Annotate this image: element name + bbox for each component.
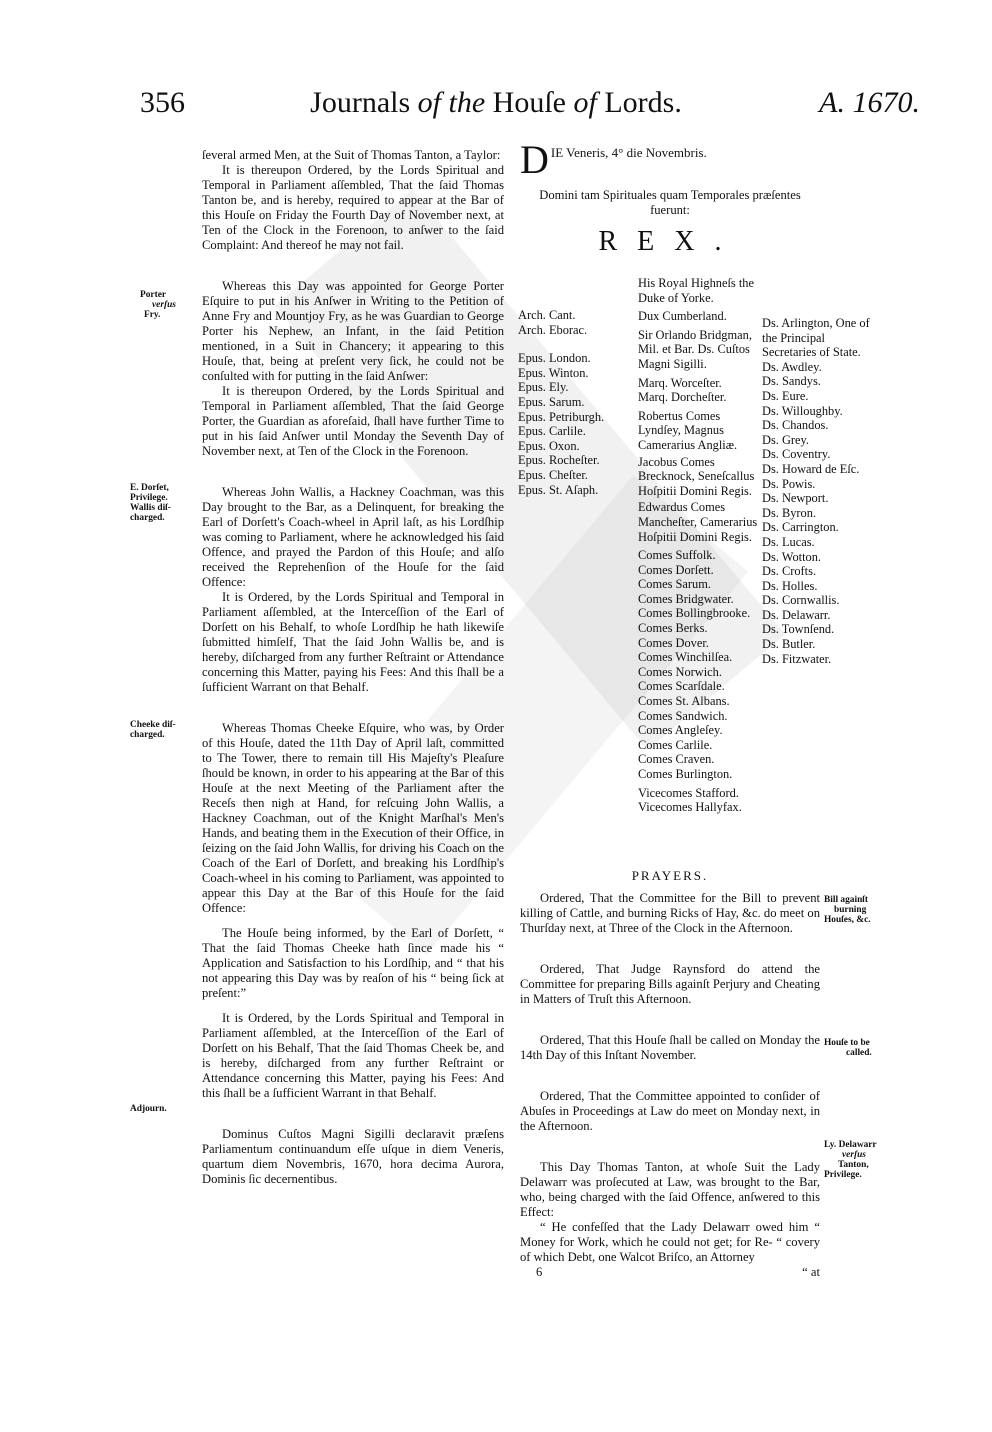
- margin-note-house: Houſe to be called.: [824, 1038, 872, 1058]
- signature-mark: 6: [536, 1265, 543, 1279]
- list-item: Comes Sandwich.: [638, 708, 728, 723]
- list-item: Ds. Willoughby.: [762, 403, 843, 418]
- list-item: Comes Dover.: [638, 635, 709, 650]
- list-item: Comes Carlile.: [638, 737, 713, 752]
- list-item: Arch. Eborac.: [518, 322, 588, 337]
- margin-note-dorset: E. Dorſet, Privilege. Wallis diſ- charged.: [130, 483, 171, 523]
- list-item: Comes Bridgwater.: [638, 591, 734, 606]
- paragraph: Ordered, That the Committee appointed to conſider of Abuſes in Proceedings at Law do meet on Monday next, in the Afternoon.: [520, 1089, 820, 1133]
- list-item: Comes Sarum.: [638, 577, 711, 592]
- list-item: Comes Dorſett.: [638, 562, 714, 577]
- list-item: Ds. Newport.: [762, 491, 829, 506]
- list-item: Marq. Dorcheſter.: [638, 390, 727, 405]
- list-item: Epus. Carlile.: [518, 424, 586, 439]
- paragraph: Ordered, That the Committee for the Bill to prevent killing of Cattle, and burning Ricks of Hay, &c. do meet on Thurſday next, at Three of the Clock in the Afternoon.: [520, 891, 820, 935]
- paragraph: The Houſe being informed, by the Earl of Dorſett, “ That the ſaid Thomas Cheeke hath ſince made his “ Application and Satisfaction to his Lordſhip, and “ that his not appearing this Day was by reaſon of his “ being ſick at preſent:”: [202, 926, 504, 1000]
- list-spacer: [518, 337, 604, 351]
- right-column-orders: [520, 868, 820, 1281]
- catchword: “ at: [802, 1265, 820, 1279]
- list-item: His Royal Highneſs the Duke of Yorke.: [638, 276, 754, 305]
- list-item: Epus. Oxon.: [518, 438, 580, 453]
- list-item: Ds. Carrington.: [762, 520, 839, 535]
- paragraph: This Day Thomas Tanton, at whoſe Suit the Lady Delawarr was proſecuted at Law, was brought to the Bar, who, being charged with the ſaid Offence, anſwered to this Effect:: [520, 1160, 820, 1219]
- list-item: Ds. Delawarr.: [762, 607, 831, 622]
- paragraph: Whereas this Day was appointed for George Porter Eſquire to put in his Anſwer in Writing to the Petition of Anne Fry and Mountjoy Fry, as he was Guardian to George Porter his Nephew, an Infant, in the ſaid Petition mentioned, in a Suit in Chancery; it appearing to this Houſe, that, being at preſent very ſick, he could not be conſulted with for putting in the ſaid Anſwer:: [202, 279, 504, 383]
- list-item: Ds. Butler.: [762, 637, 816, 652]
- list-item: Vicecomes Hallyfax.: [638, 800, 742, 815]
- session-date: DIE Veneris, 4° die Novembris.: [520, 137, 707, 182]
- bishops-list: [518, 308, 604, 497]
- paragraph: It is Ordered, by the Lords Spiritual and Temporal in Parliament aſſembled, at the Interceſſion of the Earl of Dorſett on his Behalf, That the ſaid Thomas Cheek be, and is hereby, diſcharged from any further Reſtraint or Attendance concerning this Matter, paying his Fees: And this ſhall be a ſufficient Warrant in that Behalf.: [202, 1011, 504, 1100]
- right-column-head: [520, 137, 820, 295]
- paragraph: “ He confeſſed that the Lady Delawarr owed him “ Money for Work, which he could not get; for Re- “ covery of which Debt, one Walcot Briſco, an Attorney: [520, 1220, 820, 1264]
- margin-note-porter: Porter verſus Fry.: [140, 290, 176, 320]
- list-item: Jacobus Comes Brecknock, Seneſcallus Hoſpitii Domini Regis.: [638, 454, 755, 498]
- list-item: Ds. Holles.: [762, 578, 818, 593]
- list-item: Comes Craven.: [638, 752, 715, 767]
- left-column: [202, 148, 504, 1187]
- list-item: Ds. Sandys.: [762, 374, 821, 389]
- list-item: Ds. Crofts.: [762, 564, 817, 579]
- list-item: Ds. Wotton.: [762, 549, 822, 564]
- attendance-heading: Domini tam Spirituales quam Temporales præſentes fuerunt:: [539, 188, 801, 217]
- list-item: Dux Cumberland.: [638, 309, 727, 324]
- margin-note-adjourn: Adjourn.: [130, 1104, 167, 1114]
- list-item: Robertus Comes Lyndſey, Magnus Camerarius Angliæ.: [638, 408, 738, 452]
- list-item: Epus. Ely.: [518, 380, 569, 395]
- paragraph: Dominus Cuſtos Magni Sigilli declaravit præſens Parliamentum continuandum eſſe uſque in diem Veneris, quartum diem Novembris, 1670, hora decima Aurora, Dominis ſic decernentibus.: [202, 1127, 504, 1186]
- list-item: Ds. Lucas.: [762, 534, 815, 549]
- list-item: Epus. Petriburgh.: [518, 409, 605, 424]
- list-item: Ds. Howard de Eſc.: [762, 461, 860, 476]
- paragraph: It is thereupon Ordered, by the Lords Spiritual and Temporal in Parliament aſſembled, That the ſaid Thomas Tanton be, and is hereby, required to appear at the Bar of this Houſe on Friday the Fourth Day of November next, at Ten of the Clock in the Forenoon, to anſwer to the ſaid Complaint: And thereof he may not fail.: [202, 163, 504, 252]
- list-item: Ds. Awdley.: [762, 359, 822, 374]
- page-footer: [520, 1265, 820, 1281]
- list-item: Edwardus Comes Mancheſter, Camerarius Hoſpitii Domini Regis.: [638, 500, 758, 544]
- list-item: Marq. Worceſter.: [638, 375, 722, 390]
- margin-note-delawarr: Ly. Delawarr verſus Tanton, Privilege.: [824, 1140, 877, 1180]
- paragraph: It is Ordered, by the Lords Spiritual and Temporal in Parliament aſſembled, at the Interceſſion of the Earl of Dorſett on his Behalf, to whoſe Lordſhip he hath likewiſe ſubmitted himſelf, That the ſaid John Wallis be, and is hereby, diſcharged from any further Reſtraint or Attendance concerning this Matter, paying his Fees: And this ſhall be a ſufficient Warrant on that Behalf.: [202, 590, 504, 694]
- list-item: Arch. Cant.: [518, 308, 576, 322]
- list-item: Comes Bollingbrooke.: [638, 606, 751, 621]
- temporal-lords-list: [638, 276, 760, 815]
- list-item: Comes Angleſey.: [638, 723, 723, 738]
- list-item: Epus. Rocheſter.: [518, 453, 600, 468]
- margin-note-bill: Bill againſt burning Houſes, &c.: [824, 895, 871, 925]
- paragraph: Ordered, That Judge Raynsford do attend the Committee for preparing Bills againſt Perjury and Cheating in Matters of Truſt this Afternoon.: [520, 962, 820, 1006]
- list-item: Ds. Powis.: [762, 476, 816, 491]
- prayers-heading: PRAYERS.: [631, 868, 709, 883]
- list-item: Ds. Eure.: [762, 388, 809, 403]
- list-item: Epus. St. Aſaph.: [518, 482, 599, 497]
- list-item: Epus. Cheſter.: [518, 467, 588, 482]
- running-title: Journals of the Houſe of Lords.: [310, 86, 682, 119]
- list-item: Epus. London.: [518, 351, 591, 366]
- page-year: A. 1670.: [819, 86, 920, 119]
- list-item: Comes St. Albans.: [638, 694, 730, 709]
- list-item: Ds. Fitzwater.: [762, 651, 832, 666]
- page-number: 356: [140, 86, 185, 119]
- list-item: Ds. Townſend.: [762, 622, 835, 637]
- margin-note-cheeke: Cheeke diſ- charged.: [130, 720, 176, 740]
- list-item: Epus. Sarum.: [518, 394, 585, 409]
- rex-heading: REX.: [598, 226, 742, 257]
- paragraph: Whereas John Wallis, a Hackney Coachman, was this Day brought to the Bar, as a Delinquent, for breaking the Earl of Dorſett's Coach-wheel in April laſt, as his Lordſhip was coming to Parliament, where he acknowledged his ſaid Offence, and prayed the Pardon of this Houſe; and alſo received the Reprehenſion of the Houſe for the ſaid Offence:: [202, 485, 504, 589]
- list-item: Ds. Byron.: [762, 505, 817, 520]
- list-item: Ds. Cornwallis.: [762, 593, 840, 608]
- list-item: Sir Orlando Bridgman, Mil. et Bar. Ds. Cuſtos Magni Sigilli.: [638, 327, 752, 371]
- list-item: Ds. Arlington, One of the Principal Secretaries of State.: [762, 316, 870, 360]
- list-item: Epus. Winton.: [518, 365, 589, 380]
- list-item: Ds. Coventry.: [762, 447, 831, 462]
- list-item: Comes Norwich.: [638, 664, 722, 679]
- list-item: Vicecomes Stafford.: [638, 785, 739, 800]
- barons-list: [762, 316, 882, 666]
- paragraph: ſeveral armed Men, at the Suit of Thomas Tanton, a Taylor:: [202, 148, 501, 162]
- list-item: Ds. Chandos.: [762, 418, 829, 433]
- paragraph: Ordered, That this Houſe ſhall be called on Monday the 14th Day of this Inſtant November.: [520, 1033, 820, 1062]
- paragraph: Whereas Thomas Cheeke Eſquire, who was, by Order of this Houſe, dated the 11th Day of April laſt, committed to The Tower, there to remain till His Majeſty's Pleaſure ſhould be known, in order to his appearing at the Bar of this Houſe at the next Meeting of the Parliament after the Receſs then nigh at Hand, for reſcuing John Wallis, a Hackney Coachman, out of the Knight Marſhal's Men's Hands, and beating them in the Execution of their Office, in ſeizing on the ſaid John Wallis, for driving his Coach on the Coach of the Earl of Dorſett, and breaking his Lordſhip's Coach-wheel in his coming to Parliament, was appointed to appear this Day at the Bar of this Houſe for the ſaid Offence:: [202, 721, 504, 915]
- paragraph: It is thereupon Ordered, by the Lords Spiritual and Temporal in Parliament aſſembled, That the ſaid George Porter, the Guardian as aforeſaid, ſhall have further Time to put in his ſaid Anſwer until Monday the Seventh Day of November next, at Ten of the Clock in the Forenoon.: [202, 384, 504, 458]
- list-item: Comes Suffolk.: [638, 548, 716, 563]
- list-item: Comes Berks.: [638, 621, 708, 636]
- list-item: Comes Burlington.: [638, 767, 733, 781]
- list-item: Comes Scarſdale.: [638, 679, 725, 694]
- list-item: Comes Winchilſea.: [638, 650, 733, 665]
- list-item: Ds. Grey.: [762, 432, 810, 447]
